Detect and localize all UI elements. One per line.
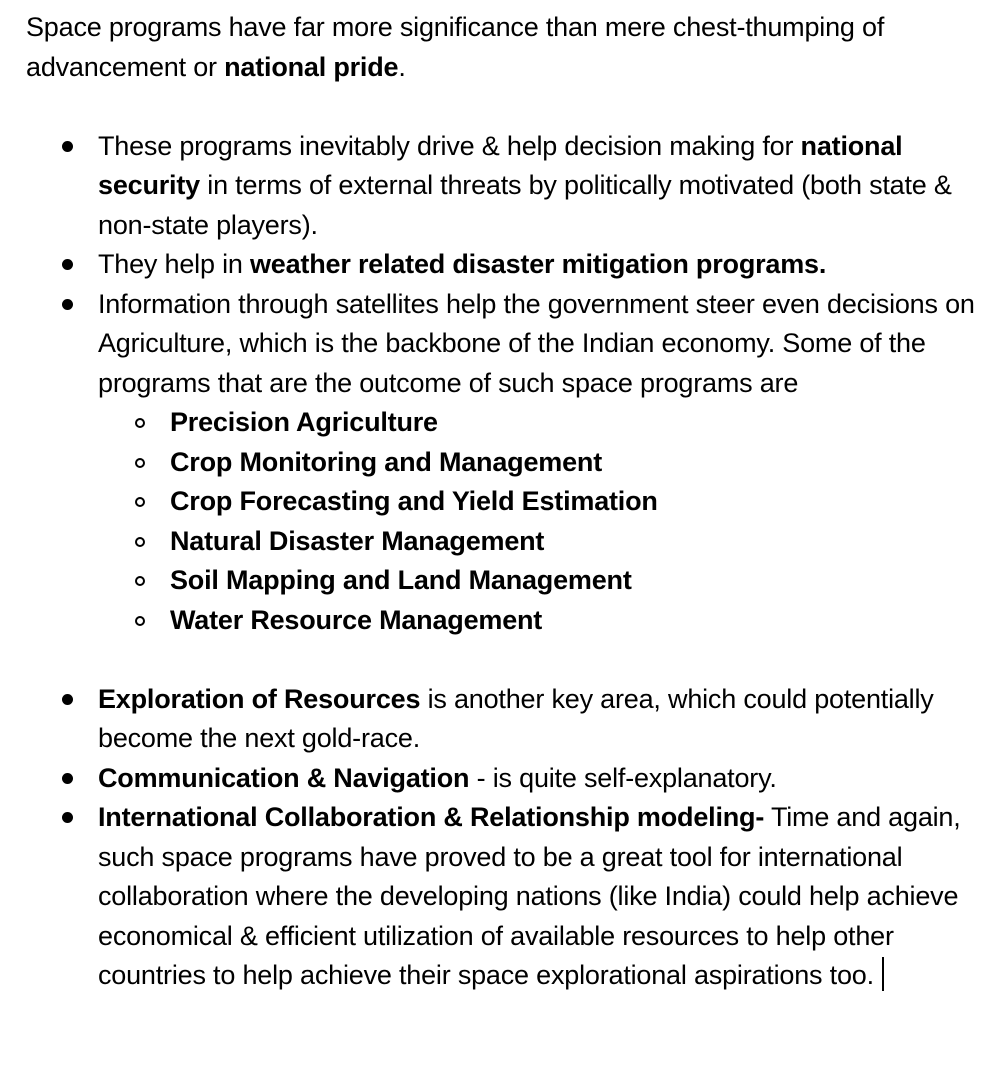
bullet-item-agriculture: Information through satellites help the government steer even decisions on Agriculture, which is the backbone of the Indian economy. Some of the programs that are the outcome of such space programs are Precision Agriculture Crop Monitoring and Management Crop Forecasting and Yield Estimation Natural Disaster Management Soil Mapping and Land Management Water Resource Management xyxy=(26,285,976,641)
document-body[interactable] xyxy=(26,8,976,996)
sub-item-precision-agriculture: Precision Agriculture xyxy=(98,403,976,443)
bullet-item-weather: They help in weather related disaster mitigation programs. xyxy=(26,245,976,285)
bullet-list-1 xyxy=(26,127,976,641)
sub-item-crop-monitoring: Crop Monitoring and Management xyxy=(98,443,976,483)
sub-item-water-resource: Water Resource Management xyxy=(98,601,976,641)
blank-line xyxy=(26,87,976,127)
sub-item-crop-forecasting: Crop Forecasting and Yield Estimation xyxy=(98,482,976,522)
bullet-item-exploration: Exploration of Resources is another key area, which could potentially become the next gold-race. xyxy=(26,680,976,759)
sub-item-soil-mapping: Soil Mapping and Land Management xyxy=(98,561,976,601)
sub-list-agri-programs xyxy=(98,403,976,640)
sub-item-natural-disaster: Natural Disaster Management xyxy=(98,522,976,562)
blank-line xyxy=(26,640,976,680)
intro-paragraph: Space programs have far more significance than mere chest-thumping of advancement or national pride. xyxy=(26,12,885,82)
bullet-list-2 xyxy=(26,680,976,996)
intro-bold-phrase: national pride xyxy=(224,51,399,82)
bullet-item-international: International Collaboration & Relationship modeling- Time and again, such space programs have proved to be a great tool for international collaboration where the developing nations (like India) could help achieve economical & efficient utilization of available resources to help other countries to help achieve their space explorational aspirations too. xyxy=(26,798,976,996)
bullet-item-national-security: These programs inevitably drive & help decision making for national security in terms of external threats by politically motivated (both state & non-state players). xyxy=(26,127,976,246)
bullet-item-communication: Communication & Navigation - is quite self-explanatory. xyxy=(26,759,976,799)
text-cursor xyxy=(882,957,884,991)
